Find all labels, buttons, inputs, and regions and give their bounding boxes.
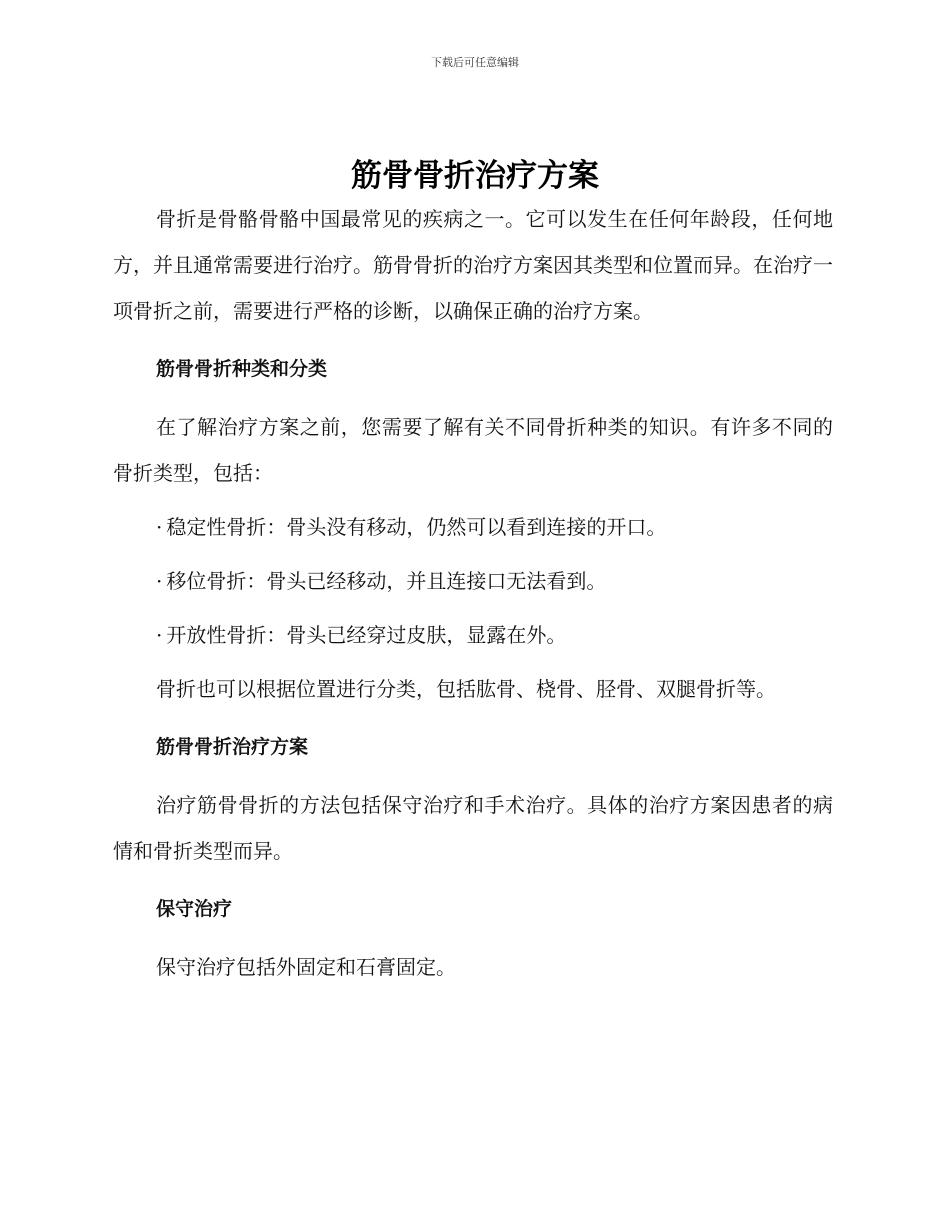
bullet-marker: · (156, 515, 163, 539)
bullet-marker: · (156, 623, 163, 647)
bullet-text: 开放性骨折：骨头已经穿过皮肤，显露在外。 (166, 623, 567, 647)
bullet-text: 稳定性骨折：骨头没有移动，仍然可以看到连接的开口。 (166, 515, 667, 539)
classification-paragraph: 骨折也可以根据位置进行分类，包括肱骨、桡骨、胫骨、双腿骨折等。 (156, 677, 776, 701)
conservative-paragraph: 保守治疗包括外固定和石膏固定。 (156, 955, 456, 979)
types-paragraph: 在了解治疗方案之前，您需要了解有关不同骨折种类的知识。有许多不同的骨折类型，包括： (113, 415, 833, 485)
list-item (156, 504, 833, 550)
bullet-marker: · (156, 569, 163, 593)
section-heading-types: 筋骨骨折种类和分类 (156, 358, 328, 380)
treatment-paragraph: 治疗筋骨骨折的方法包括保守治疗和手术治疗。具体的治疗方案因患者的病情和骨折类型而异。 (113, 793, 833, 863)
page-header-note: 下载后可任意编辑 (431, 56, 519, 69)
section-heading-treatment: 筋骨骨折治疗方案 (156, 736, 309, 758)
document-title: 筋骨骨折治疗方案 (351, 158, 599, 194)
document-body (113, 196, 833, 1002)
list-item (156, 612, 833, 658)
bullet-text: 移位骨折：骨头已经移动，并且连接口无法看到。 (166, 569, 607, 593)
intro-paragraph: 骨折是骨骼骨骼中国最常见的疾病之一。它可以发生在任何年龄段，任何地方，并且通常需要进行治疗。筋骨骨折的治疗方案因其类型和位置而异。在治疗一项骨折之前，需要进行严格的诊断，以确保正确的治疗方案。 (113, 207, 833, 323)
list-item (156, 558, 833, 604)
section-heading-conservative: 保守治疗 (156, 898, 233, 920)
